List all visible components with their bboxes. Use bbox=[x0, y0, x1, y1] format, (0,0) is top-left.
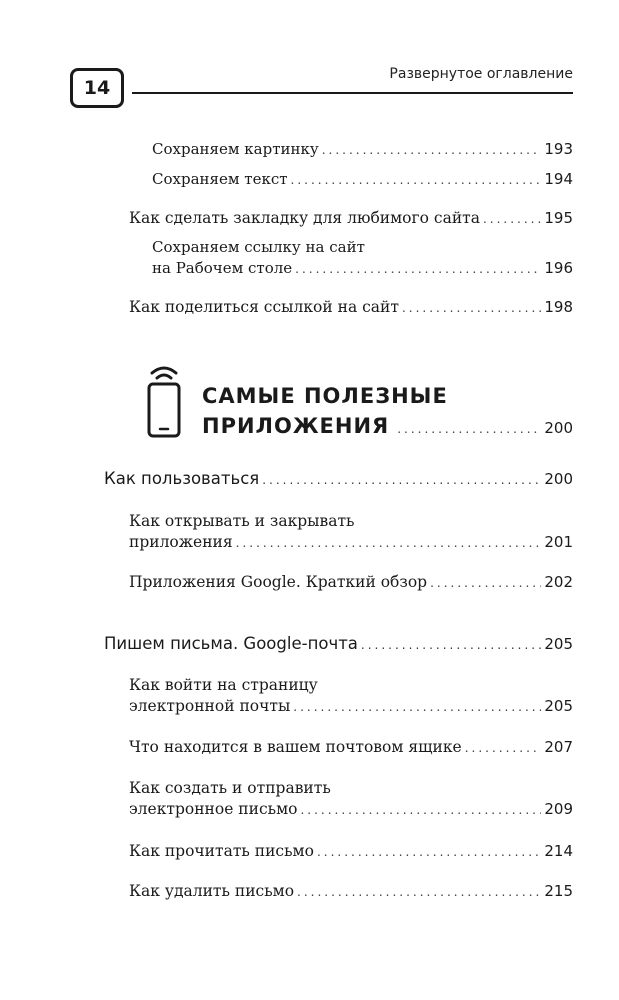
toc-entry bbox=[129, 842, 573, 860]
toc-entry bbox=[152, 259, 573, 277]
toc-entry-title-line2: приложения bbox=[129, 533, 233, 551]
leader-dots bbox=[262, 473, 541, 487]
toc-entry-page: 205 bbox=[544, 635, 573, 653]
toc-entry-page: 200 bbox=[544, 470, 573, 488]
toc-entry-page: 214 bbox=[544, 842, 573, 860]
toc-entry-page: 205 bbox=[544, 697, 573, 715]
leader-dots bbox=[402, 301, 541, 315]
toc-entry bbox=[129, 573, 573, 591]
toc-entry bbox=[129, 738, 573, 756]
leader-dots bbox=[397, 422, 541, 436]
toc-entry-title: Как удалить письмо bbox=[129, 882, 295, 900]
toc-entry-title-line1: Как открывать и закрывать bbox=[129, 512, 355, 530]
toc-entry-title: Как сделать закладку для любимого сайта bbox=[129, 209, 480, 227]
toc-entry-page: 215 bbox=[544, 882, 573, 900]
toc-entry-page: 196 bbox=[544, 259, 573, 277]
toc-entry-page: 193 bbox=[544, 140, 573, 158]
toc-entry-title: Пишем письма. Google-почта bbox=[104, 634, 358, 653]
toc-entry-title: Как пользоваться bbox=[104, 469, 260, 488]
section-page: 200 bbox=[544, 419, 573, 437]
toc-entry-title: Как прочитать письмо bbox=[129, 842, 314, 860]
toc-entry-title-line2: электронное письмо bbox=[129, 800, 298, 818]
leader-dots bbox=[295, 262, 541, 276]
toc-entry-title-line2: на Рабочем столе bbox=[152, 259, 293, 277]
leader-dots bbox=[236, 536, 542, 550]
leader-dots bbox=[430, 576, 541, 590]
leader-dots bbox=[483, 212, 541, 226]
leader-dots bbox=[300, 803, 541, 817]
toc-entry bbox=[129, 298, 573, 316]
toc-entry-title-line1: Как создать и отправить bbox=[129, 779, 331, 797]
leader-dots bbox=[297, 885, 541, 899]
toc-entry-page: 209 bbox=[544, 800, 573, 818]
toc-entry-title-line1: Сохраняем ссылку на сайт bbox=[152, 238, 365, 256]
toc-entry-page: 202 bbox=[544, 573, 573, 591]
toc-entry-title: Приложения Google. Краткий обзор bbox=[129, 573, 428, 591]
toc-entry bbox=[129, 800, 573, 818]
leader-dots bbox=[322, 143, 542, 157]
toc-entry-page: 207 bbox=[544, 738, 573, 756]
toc-entry-page: 198 bbox=[544, 298, 573, 316]
toc-entry-page: 195 bbox=[544, 209, 573, 227]
running-head: Развернутое оглавление bbox=[389, 66, 573, 82]
section-title-line1: САМЫЕ ПОЛЕЗНЫЕ bbox=[202, 384, 448, 408]
toc-entry-page: 194 bbox=[544, 170, 573, 188]
leader-dots bbox=[291, 173, 542, 187]
leader-dots bbox=[361, 638, 541, 652]
toc-entry-title: Как поделиться ссылкой на сайт bbox=[129, 298, 399, 316]
toc-entry-page: 201 bbox=[544, 533, 573, 551]
toc-entry-title: Сохраняем картинку bbox=[152, 140, 319, 158]
toc-entry bbox=[129, 882, 573, 900]
toc-entry-title: Что находится в вашем почтовом ящике bbox=[129, 738, 462, 756]
header-rule bbox=[132, 92, 573, 94]
toc-entry-title: Сохраняем текст bbox=[152, 170, 288, 188]
page-number: 14 bbox=[70, 68, 124, 108]
leader-dots bbox=[465, 741, 542, 755]
toc-entry bbox=[104, 469, 573, 488]
toc-entry bbox=[129, 209, 573, 227]
toc-entry bbox=[129, 533, 573, 551]
toc-entry-title-line2: электронной почты bbox=[129, 697, 291, 715]
toc-entry bbox=[152, 170, 573, 188]
section-title-line2: ПРИЛОЖЕНИЯ bbox=[202, 414, 390, 438]
toc-entry bbox=[129, 697, 573, 715]
toc-entry bbox=[152, 140, 573, 158]
leader-dots bbox=[293, 700, 541, 714]
smartphone-wifi-icon bbox=[142, 360, 186, 442]
toc-entry-title-line1: Как войти на страницу bbox=[129, 676, 318, 694]
toc-entry bbox=[104, 634, 573, 653]
section-title-row bbox=[202, 414, 573, 438]
leader-dots bbox=[317, 845, 541, 859]
